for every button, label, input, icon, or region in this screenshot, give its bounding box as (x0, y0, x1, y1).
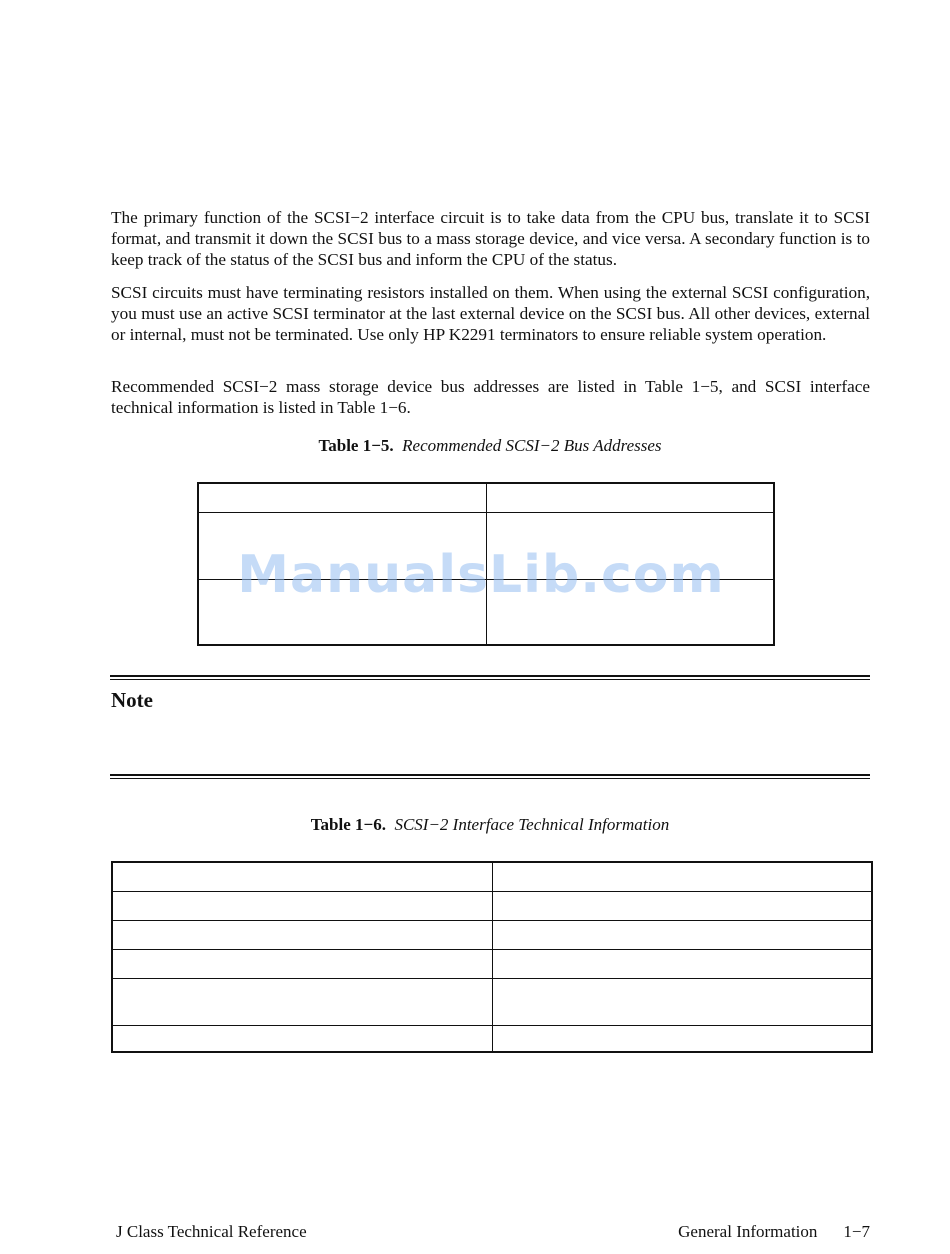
table-row (112, 891, 872, 920)
table-row (198, 579, 774, 645)
table-cell (492, 920, 872, 949)
table-cell (198, 512, 486, 579)
table-row (198, 483, 774, 512)
table-cell (492, 1025, 872, 1052)
footer-section-title: General Information (678, 1222, 818, 1241)
table-cell (492, 862, 872, 891)
note-bottom-rule (110, 774, 870, 779)
table-row (112, 862, 872, 891)
note-heading: Note (111, 688, 153, 712)
footer-document-title: J Class Technical Reference (116, 1222, 307, 1241)
table-cell (492, 949, 872, 978)
table-1-6-caption (15, 815, 950, 835)
table-cell (112, 1025, 492, 1052)
table-row (112, 949, 872, 978)
footer-page-number: 1−7 (843, 1222, 870, 1241)
note-top-rule (110, 675, 870, 680)
table-cell (486, 512, 774, 579)
table-row (112, 978, 872, 1025)
table-row (112, 1025, 872, 1052)
footer-section-and-page (678, 1222, 870, 1242)
table-row (112, 920, 872, 949)
table-1-6-number: Table 1−6. (310, 815, 386, 834)
table-1-5-bus-addresses (197, 482, 775, 646)
table-cell (486, 483, 774, 512)
table-cell (198, 483, 486, 512)
body-paragraph-terminating-resistors: SCSI circuits must have terminating resistors installed on them. When using the external SCSI configuration, you must use an active SCSI terminator at the last external device on the SCSI bus. All other devices, external or internal, must not be terminated. Use only HP K2291 terminators to ensure reliable system operation. (111, 283, 870, 344)
table-cell (112, 949, 492, 978)
table-cell (112, 920, 492, 949)
body-paragraph-primary-function: The primary function of the SCSI−2 interface circuit is to take data from the CPU bus, translate it to SCSI format, and transmit it down the SCSI bus to a mass storage device, and vice versa. A secondary function is to keep track of the status of the SCSI bus and inform the CPU of the status. (111, 208, 870, 269)
table-cell (112, 891, 492, 920)
table-1-5-number: Table 1−5. (318, 436, 394, 455)
table-1-5-caption (15, 436, 950, 456)
table-cell (112, 978, 492, 1025)
manualslib-watermark: ManualsLib.com (237, 545, 725, 605)
table-cell (486, 579, 774, 645)
table-cell (112, 862, 492, 891)
table-row (198, 512, 774, 579)
table-cell (492, 891, 872, 920)
table-cell (492, 978, 872, 1025)
table-1-6-technical-information (111, 861, 873, 1053)
table-1-6-title: SCSI−2 Interface Technical Information (394, 815, 670, 834)
body-paragraph-table-references: Recommended SCSI−2 mass storage device bus addresses are listed in Table 1−5, and SCSI interface technical information is listed in Table 1−6. (111, 377, 870, 417)
table-1-5-title: Recommended SCSI−2 Bus Addresses (402, 436, 662, 455)
table-cell (198, 579, 486, 645)
